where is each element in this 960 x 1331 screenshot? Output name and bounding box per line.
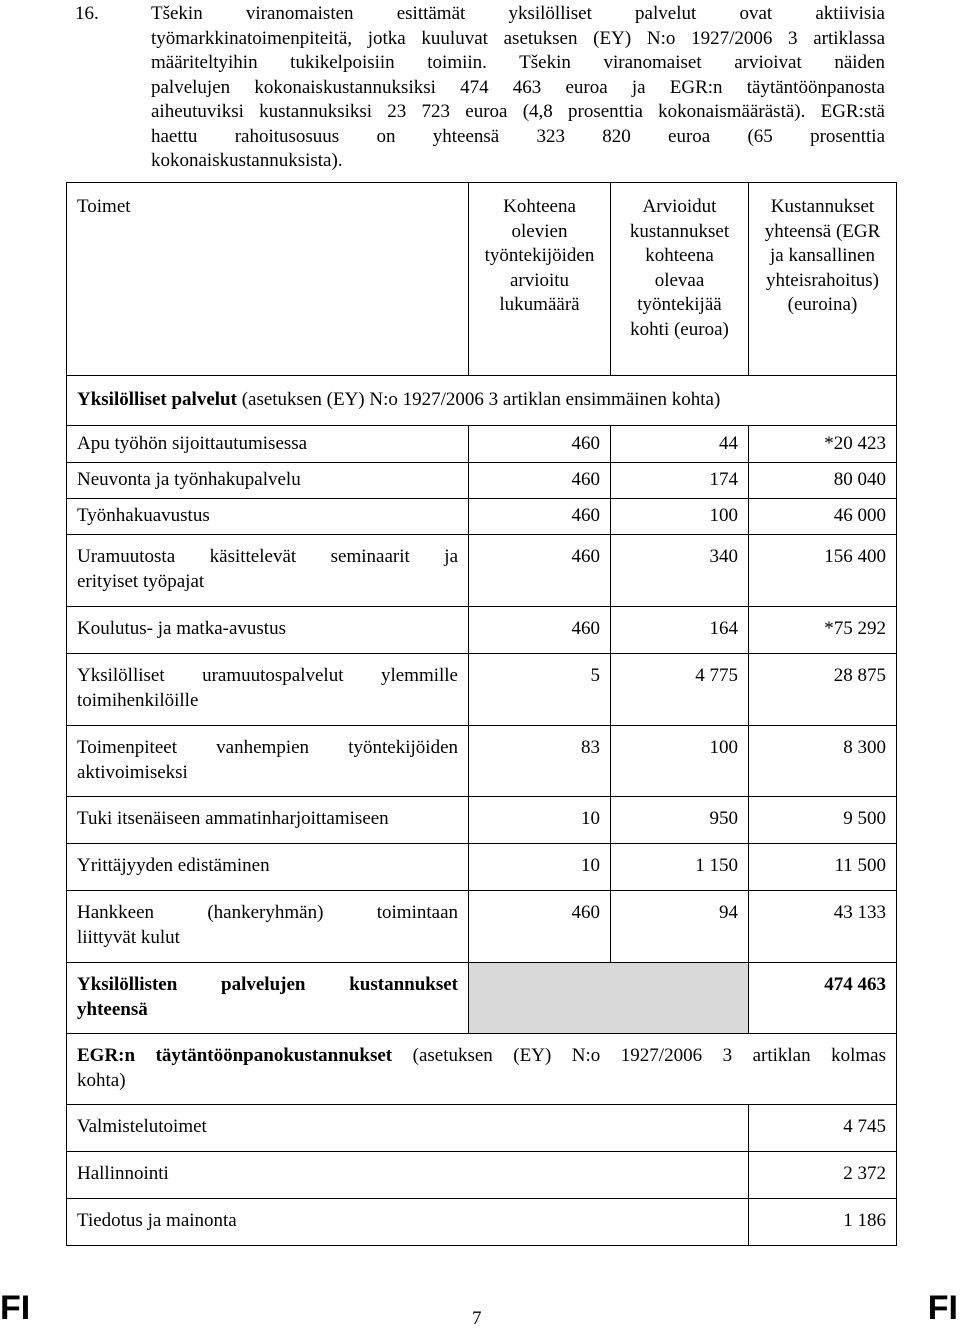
row-per-worker: 100	[611, 726, 749, 797]
row-action: Yrittäjyyden edistäminen	[67, 844, 469, 891]
row-per-worker: 164	[611, 607, 749, 654]
row-action: Koulutus- ja matka-avustus	[67, 607, 469, 654]
row-total: 4 745	[749, 1105, 897, 1152]
row-action: Valmistelutoimet	[67, 1105, 749, 1152]
row-per-worker: 340	[611, 535, 749, 607]
subtotal-label: Yksilöllisten palvelujen kustannukset yhteensä	[67, 963, 469, 1034]
paragraph-line: määriteltyihin tukikelpoisiin toimiin. Tšekin viranomaiset arvioivat näiden	[151, 52, 885, 73]
table-row	[67, 891, 897, 963]
cost-table	[66, 182, 897, 1246]
row-action: Toimenpiteet vanhempien työntekijöiden aktivoimiseksi	[67, 726, 469, 797]
footer-language-right: FI	[927, 1289, 958, 1327]
header-actions: Toimet	[67, 183, 469, 376]
row-total: 156 400	[749, 535, 897, 607]
page-number: 7	[472, 1308, 482, 1329]
table-row	[67, 426, 897, 463]
footer-language-left: FI	[0, 1289, 31, 1327]
subtotal-total: 474 463	[749, 963, 897, 1034]
row-per-worker: 100	[611, 499, 749, 535]
row-action: Työnhakuavustus	[67, 499, 469, 535]
table-row	[67, 535, 897, 607]
table-row	[67, 463, 897, 499]
row-action: Uramuutosta käsittelevät seminaarit ja erityiset työpajat	[67, 535, 469, 607]
paragraph-line: aiheutuviksi kustannuksiksi 23 723 euroa (4,8 prosenttia kokonaismäärästä). EGR:stä	[151, 101, 885, 122]
row-workers: 460	[469, 426, 611, 463]
row-total: 80 040	[749, 463, 897, 499]
row-total: 1 186	[749, 1199, 897, 1246]
section-heading: EGR:n täytäntöönpanokustannukset (asetuksen (EY) N:o 1927/2006 3 artiklan kolmas kohta)	[67, 1034, 897, 1105]
table-row	[67, 1105, 897, 1152]
subtotal-row	[67, 963, 897, 1034]
row-workers: 5	[469, 654, 611, 726]
row-per-worker: 94	[611, 891, 749, 963]
row-workers: 460	[469, 607, 611, 654]
row-total: 9 500	[749, 797, 897, 844]
row-workers: 460	[469, 463, 611, 499]
row-workers: 10	[469, 797, 611, 844]
row-workers: 83	[469, 726, 611, 797]
row-total: 28 875	[749, 654, 897, 726]
row-action: Yksilölliset uramuutospalvelut ylemmille toimihenkilöille	[67, 654, 469, 726]
table-row	[67, 1199, 897, 1246]
table-row	[67, 499, 897, 535]
table-header-row	[67, 183, 897, 376]
row-total: *75 292	[749, 607, 897, 654]
row-per-worker: 174	[611, 463, 749, 499]
row-per-worker: 1 150	[611, 844, 749, 891]
row-workers: 460	[469, 499, 611, 535]
table-row	[67, 1152, 897, 1199]
table-row	[67, 726, 897, 797]
header-workers: Kohteena olevien työntekijöiden arvioitu lukumäärä	[469, 183, 611, 376]
paragraph-line: haettu rahoitusosuus on yhteensä 323 820 euroa (65 prosenttia	[151, 125, 885, 147]
row-action: Tiedotus ja mainonta	[67, 1199, 749, 1246]
row-per-worker: 950	[611, 797, 749, 844]
row-total: 43 133	[749, 891, 897, 963]
subtotal-shaded-cell	[469, 963, 749, 1034]
paragraph-text	[151, 2, 885, 174]
row-action: Hallinnointi	[67, 1152, 749, 1199]
row-workers: 10	[469, 844, 611, 891]
section-heading-rest: (asetuksen (EY) N:o 1927/2006 3 artiklan ensimmäinen kohta)	[236, 389, 721, 410]
row-per-worker: 44	[611, 426, 749, 463]
row-action: Tuki itsenäiseen ammatinharjoittamiseen	[67, 797, 469, 844]
header-total: Kustannukset yhteensä (EGR ja kansallinen yhteisrahoitus) (euroina)	[749, 183, 897, 376]
paragraph-line: työmarkkinatoimenpiteitä, jotka kuuluvat asetuksen (EY) N:o 1927/2006 3 artiklassa	[151, 27, 885, 49]
row-total: 11 500	[749, 844, 897, 891]
section-heading-bold: Yksilölliset palvelut	[77, 389, 237, 410]
paragraph-line: kokonaiskustannuksista).	[151, 150, 343, 171]
row-action: Hankkeen (hankeryhmän) toimintaan liittyvät kulut	[67, 891, 469, 963]
paragraph-line: palvelujen kokonaiskustannuksiksi 474 463 euroa ja EGR:n täytäntöönpanosta	[151, 76, 885, 98]
row-workers: 460	[469, 891, 611, 963]
section-heading-row	[67, 376, 897, 426]
section-heading	[67, 376, 897, 426]
paragraph-line: Tšekin viranomaisten esittämät yksilölliset palvelut ovat aktiivisia	[151, 3, 885, 24]
row-action: Neuvonta ja työnhakupalvelu	[67, 463, 469, 499]
row-total: 2 372	[749, 1152, 897, 1199]
row-total: *20 423	[749, 426, 897, 463]
table-row	[67, 654, 897, 726]
row-total: 8 300	[749, 726, 897, 797]
table-row	[67, 797, 897, 844]
section-heading-row	[67, 1034, 897, 1105]
table-row	[67, 607, 897, 654]
row-action: Apu työhön sijoittautumisessa	[67, 426, 469, 463]
paragraph-number: 16.	[75, 3, 99, 24]
row-per-worker: 4 775	[611, 654, 749, 726]
header-per-worker: Arvioidut kustannukset kohteena olevaa työntekijää kohti (euroa)	[611, 183, 749, 376]
row-workers: 460	[469, 535, 611, 607]
table-row	[67, 844, 897, 891]
row-total: 46 000	[749, 499, 897, 535]
